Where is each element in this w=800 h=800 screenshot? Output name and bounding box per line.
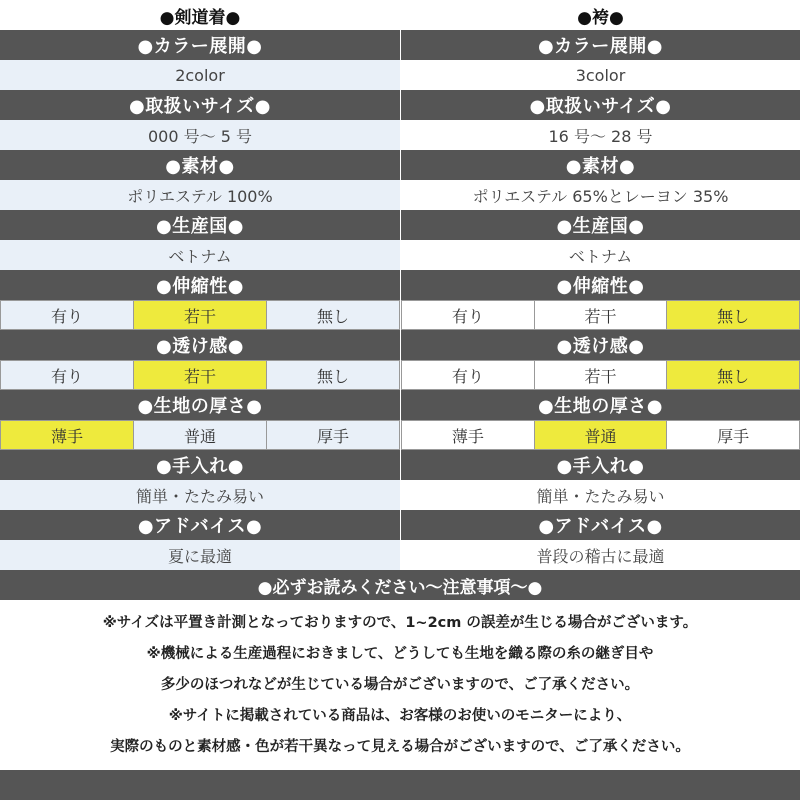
- option-cell: 若干: [134, 300, 267, 330]
- kendogi-care-value: 簡単・たたみ易い: [0, 480, 400, 510]
- hakama-stretch-options: [401, 300, 800, 330]
- hakama-color-value: 3color: [401, 60, 800, 90]
- kendogi-material-value: ポリエステル 100%: [0, 180, 400, 210]
- hakama-material-value: ポリエステル 65%とレーヨン 35%: [401, 180, 800, 210]
- kendogi-thickness-header: ●生地の厚さ●: [0, 390, 400, 420]
- kendogi-material-header: ●素材●: [0, 150, 400, 180]
- option-cell: 若干: [134, 360, 267, 390]
- option-cell: 厚手: [267, 420, 400, 450]
- option-cell: 若干: [535, 360, 668, 390]
- hakama-origin-header: ●生産国●: [401, 210, 800, 240]
- notice-body: [0, 600, 800, 770]
- option-cell: 無し: [667, 300, 800, 330]
- hakama-advice-value: 普段の稽古に最適: [401, 540, 800, 570]
- notice-header: ●必ずお読みください～注意事項～●: [0, 570, 800, 600]
- hakama-thickness-header: ●生地の厚さ●: [401, 390, 800, 420]
- option-cell: 若干: [535, 300, 668, 330]
- kendogi-color-value: 2color: [0, 60, 400, 90]
- notice-line: ※サイズは平置き計測となっておりますので、1~2cm の誤差が生じる場合がございます。: [102, 615, 698, 631]
- notice-line: ※サイトに掲載されている商品は、お客様のお使いのモニターにより、: [168, 708, 632, 724]
- hakama-thickness-options: [401, 420, 800, 450]
- notice-line: 実際のものと素材感・色が若干異なって見える場合がございますので、ご了承ください。: [110, 739, 690, 755]
- kendogi-color-header: ●カラー展開●: [0, 30, 400, 60]
- option-cell: 無し: [267, 300, 400, 330]
- hakama-size-header: ●取扱いサイズ●: [401, 90, 800, 120]
- hakama-care-value: 簡単・たたみ易い: [401, 480, 800, 510]
- kendogi-stretch-options: [0, 300, 400, 330]
- kendogi-thickness-options: [0, 420, 400, 450]
- option-cell: 無し: [667, 360, 800, 390]
- kendogi-advice-value: 夏に最適: [0, 540, 400, 570]
- option-cell: 有り: [401, 360, 535, 390]
- option-cell: 有り: [0, 360, 134, 390]
- notice-line: ※機械による生産過程におきまして、どうしても生地を織る際の糸の継ぎ目や: [146, 646, 654, 662]
- kendogi-care-header: ●手入れ●: [0, 450, 400, 480]
- option-cell: 薄手: [0, 420, 134, 450]
- option-cell: 普通: [535, 420, 668, 450]
- hakama-stretch-header: ●伸縮性●: [401, 270, 800, 300]
- kendogi-size-header: ●取扱いサイズ●: [0, 90, 400, 120]
- hakama-column: [400, 0, 800, 570]
- kendogi-title: ●剣道着●: [0, 0, 400, 30]
- kendogi-sheer-header: ●透け感●: [0, 330, 400, 360]
- kendogi-origin-header: ●生産国●: [0, 210, 400, 240]
- kendogi-stretch-header: ●伸縮性●: [0, 270, 400, 300]
- option-cell: 薄手: [401, 420, 535, 450]
- hakama-sheer-header: ●透け感●: [401, 330, 800, 360]
- bottom-bar: [0, 770, 800, 800]
- option-cell: 無し: [267, 360, 400, 390]
- kendogi-column: [0, 0, 400, 570]
- hakama-sheer-options: [401, 360, 800, 390]
- kendogi-origin-value: ベトナム: [0, 240, 400, 270]
- hakama-care-header: ●手入れ●: [401, 450, 800, 480]
- notice-line: 多少のほつれなどが生じている場合がございますので、ご了承ください。: [160, 677, 640, 693]
- option-cell: 有り: [0, 300, 134, 330]
- hakama-size-value: 16 号～ 28 号: [401, 120, 800, 150]
- kendogi-advice-header: ●アドバイス●: [0, 510, 400, 540]
- option-cell: 普通: [134, 420, 267, 450]
- hakama-color-header: ●カラー展開●: [401, 30, 800, 60]
- option-cell: 厚手: [667, 420, 800, 450]
- kendogi-size-value: 000 号～ 5 号: [0, 120, 400, 150]
- hakama-title: ●袴●: [401, 0, 800, 30]
- option-cell: 有り: [401, 300, 535, 330]
- kendogi-sheer-options: [0, 360, 400, 390]
- hakama-origin-value: ベトナム: [401, 240, 800, 270]
- hakama-advice-header: ●アドバイス●: [401, 510, 800, 540]
- hakama-material-header: ●素材●: [401, 150, 800, 180]
